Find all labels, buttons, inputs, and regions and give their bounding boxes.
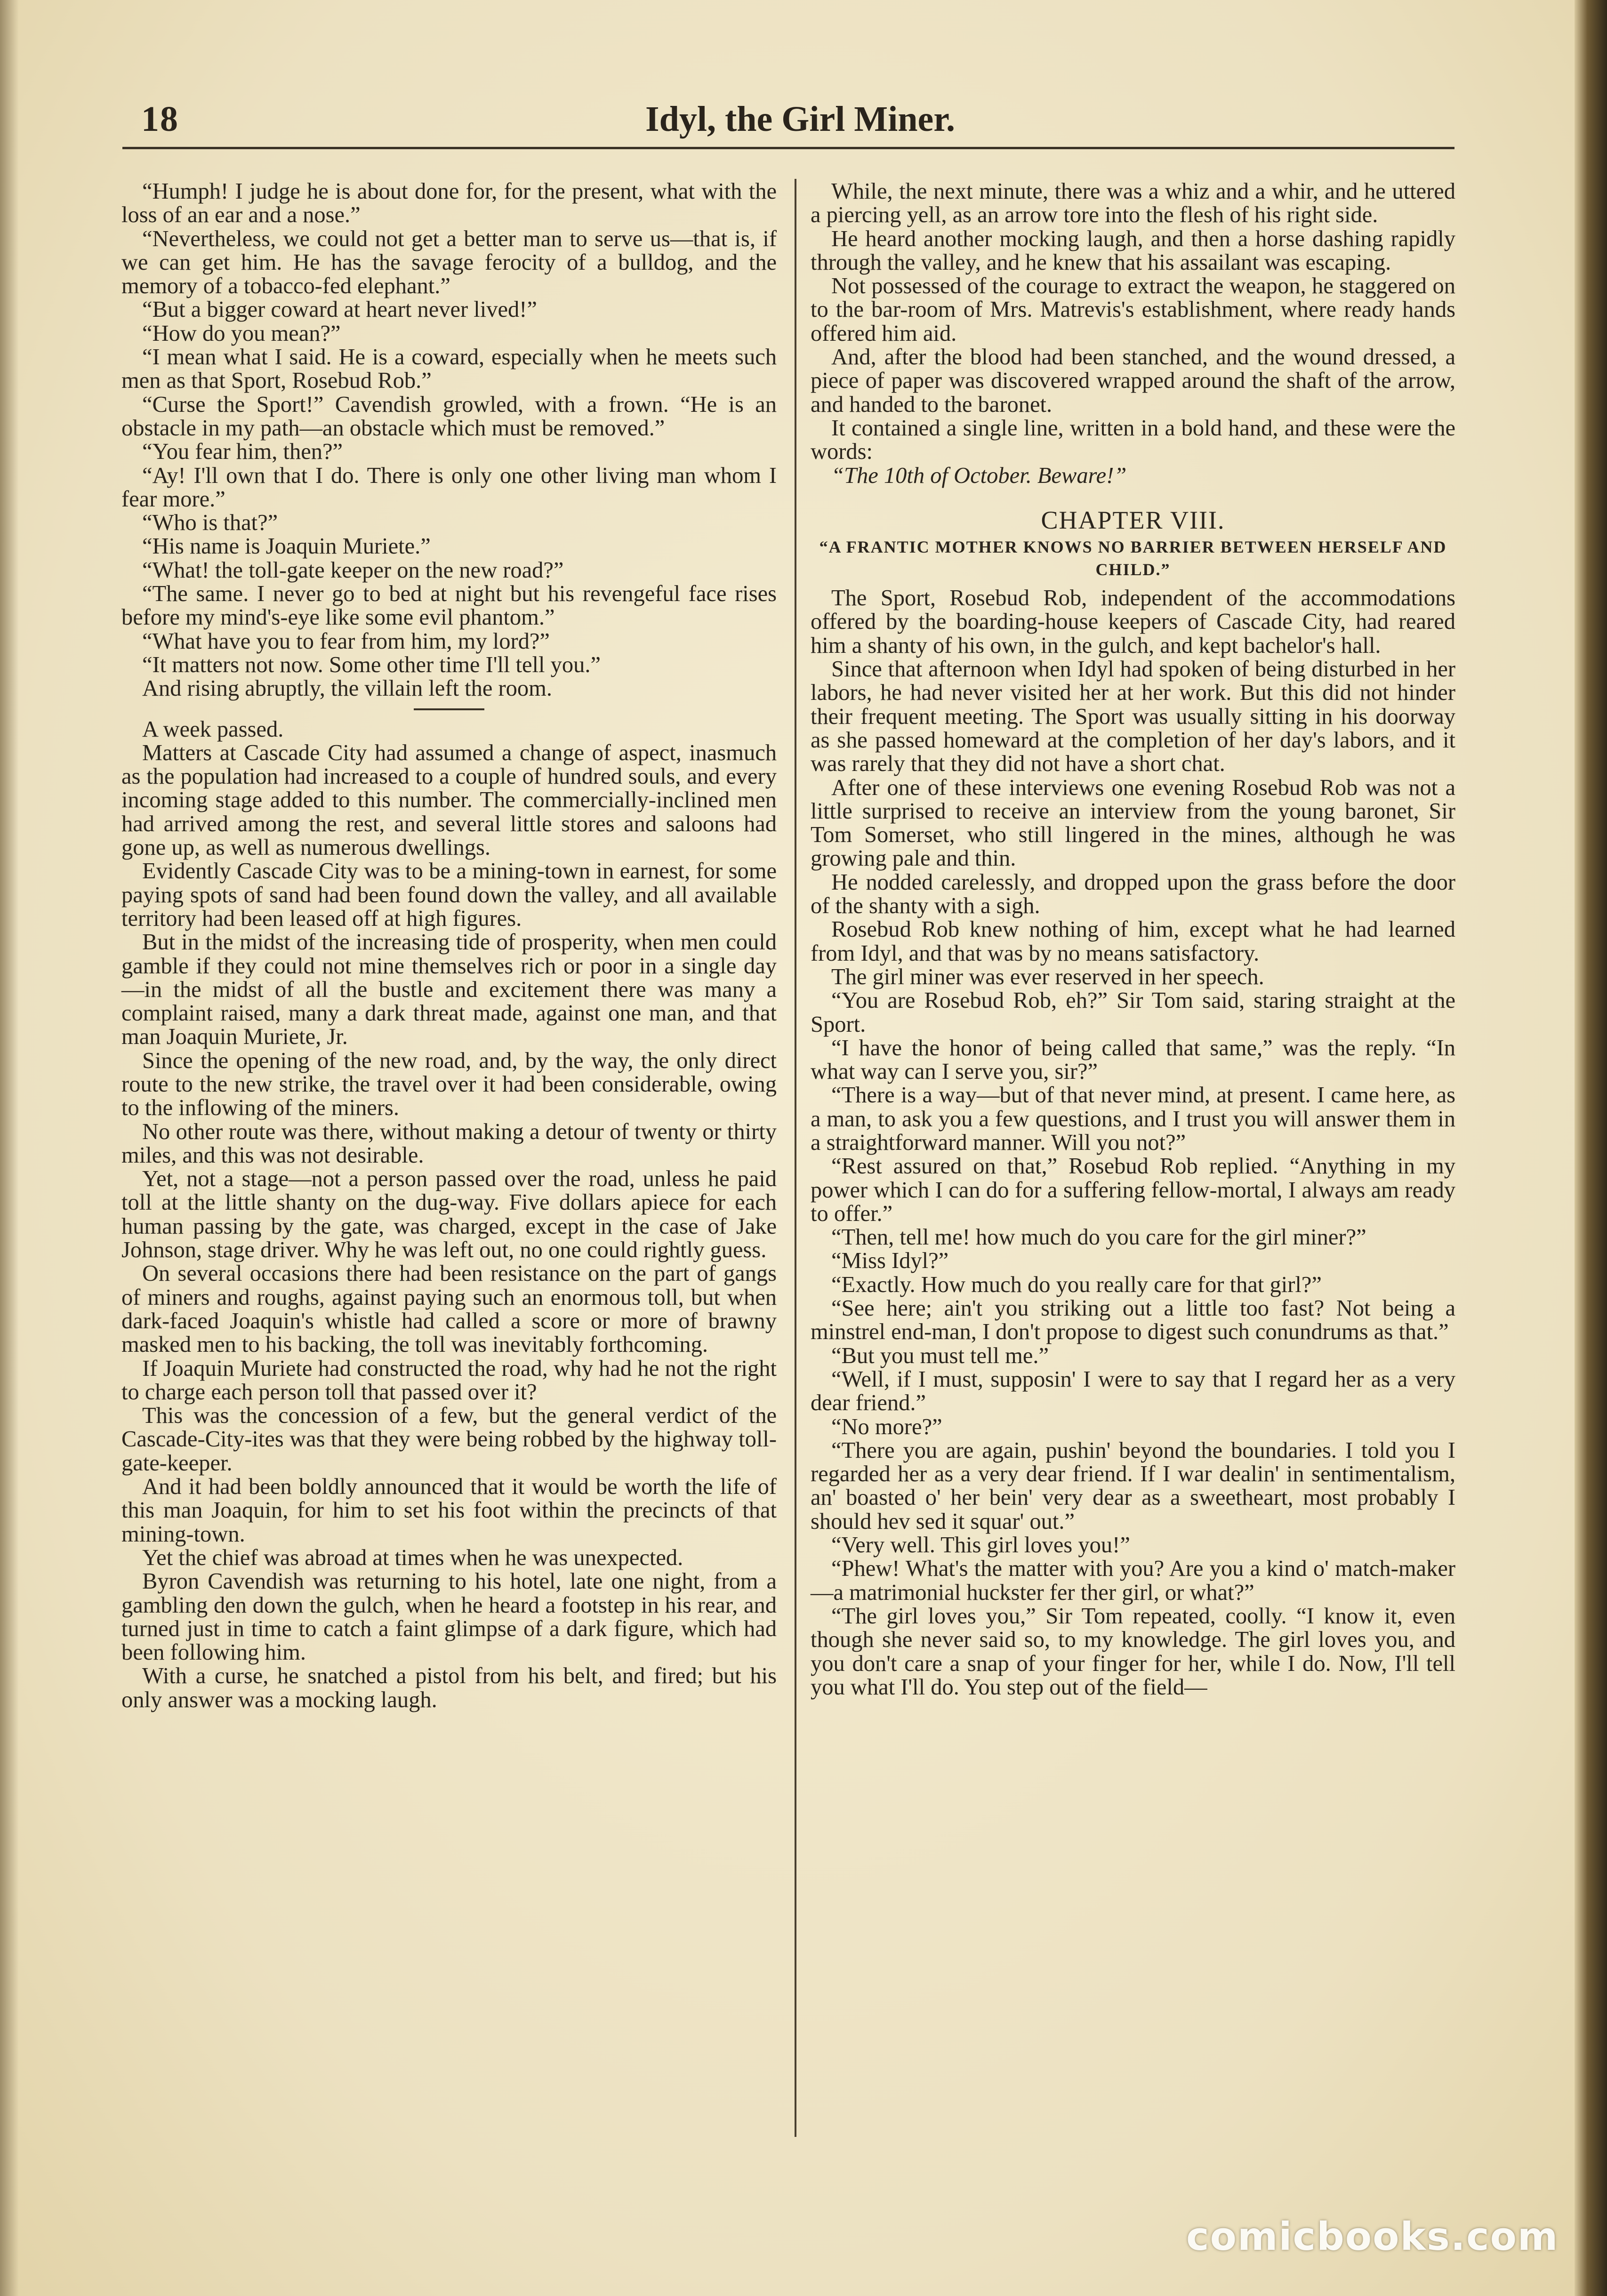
paragraph: Matters at Cascade City had assumed a change of aspect, inasmuch as the population had increased to a couple of hundred souls, and every incoming stage added to this number. The commercially-inclined men had arrived among the rest, and several little stores and saloons had gone up, as well as numerous dwellings. [121, 740, 777, 860]
chapter-subtitle: “A FRANTIC MOTHER KNOWS NO BARRIER BETWEEN HERSELF AND CHILD.” [819, 538, 1447, 579]
paragraph: “I have the honor of being called that same,” was the reply. “In what way can I serve you, sir?” [811, 1035, 1455, 1084]
header-rule [122, 147, 1454, 149]
paragraph: Evidently Cascade City was to be a mining-town in earnest, for some paying spots of sand had been found down the valley, and all available territory had been leased off at high figures. [121, 859, 777, 931]
paragraph: Since the opening of the new road, and, by the way, the only direct route to the new strike, the travel over it had been considerable, owing to the inflowing of the miners. [121, 1048, 777, 1121]
paragraph: With a curse, he snatched a pistol from his belt, and fired; but his only answer was a mocking laugh. [121, 1663, 777, 1712]
binding-edge [1575, 0, 1607, 2296]
paragraph: Yet, not a stage—not a person passed over the road, unless he paid toll at the little shanty on the dug-way. Five dollars apiece for each human passing by the gate, was charged, except in the case of Jake Johnson, stage driver. Why he was left out, no one could rightly guess. [121, 1166, 777, 1263]
paragraph: “What have you to fear from him, my lord?” [142, 628, 550, 654]
paragraph: “It matters not now. Some other time I'll tell you.” [142, 652, 601, 677]
paragraph: And it had been boldly announced that it would be worth the life of this man Joaquin, for him to set his foot within the precincts of that mining-town. [121, 1474, 777, 1547]
paragraph: “You fear him, then?” [142, 439, 343, 465]
paragraph: If Joaquin Muriete had constructed the road, why had he not the right to charge each person toll that passed over it? [121, 1356, 777, 1405]
paragraph: “There is a way—but of that never mind, at present. I came here, as a man, to ask you a few questions, and I trust you will answer them in a straightforward manner. Will you not?” [811, 1083, 1455, 1155]
column-divider [795, 179, 796, 2137]
page-edge-shadow [0, 0, 19, 2296]
paragraph: And, after the blood had been stanched, and the wound dressed, a piece of paper was discovered wrapped around the shaft of the arrow, and handed to the baronet. [811, 345, 1455, 417]
paragraph: A week passed. [142, 716, 284, 742]
paragraph: “Phew! What's the matter with you? Are you a kind o' match-maker—a matrimonial huckster fer ther girl, or what?” [811, 1556, 1455, 1605]
paragraph: “Very well. This girl loves you!” [831, 1533, 1130, 1558]
paragraph: “How do you mean?” [142, 321, 341, 346]
paragraph: “The same. I never go to bed at night but his revengeful face rises before my mind's-eye like some evil phantom.” [121, 581, 777, 630]
watermark: comicbooks.com [1186, 2215, 1559, 2259]
paragraph: “Curse the Sport!” Cavendish growled, with a frown. “He is an obstacle in my path—an obstacle which must be removed.” [121, 392, 777, 441]
paragraph: Not possessed of the courage to extract the weapon, he staggered on to the bar-room of Mrs. Matrevis's establishment, where ready hands offered him aid. [811, 273, 1455, 346]
paragraph: And rising abruptly, the villain left the room. [142, 676, 553, 701]
paragraph: It contained a single line, written in a bold hand, and these were the words: [811, 415, 1455, 465]
paragraph: “Who is that?” [142, 510, 278, 536]
paragraph: The girl miner was ever reserved in her speech. [831, 964, 1264, 989]
paragraph: Byron Cavendish was returning to his hotel, late one night, from a gambling den down the gulch, when he heard a footstep in his rear, and turned just in time to catch a faint glimpse of a dark figure, which had been following him. [121, 1569, 777, 1665]
paragraph: While, the next minute, there was a whiz and a whir, and he uttered a piercing yell, as an arrow tore into the flesh of his right side. [811, 179, 1455, 228]
section-break-rule [414, 708, 484, 710]
paragraph: “Ay! I'll own that I do. There is only one other living man whom I fear more.” [121, 463, 777, 512]
left-column [121, 180, 777, 1712]
running-title: Idyl, the Girl Miner. [645, 99, 955, 139]
paragraph: “I mean what I said. He is a coward, especially when he meets such men as that Sport, Rosebud Rob.” [121, 345, 777, 393]
paragraph: “What! the toll-gate keeper on the new road?” [142, 557, 564, 583]
paragraph: No other route was there, without making a detour of twenty or thirty miles, and this was not desirable. [121, 1119, 777, 1168]
paragraph: He heard another mocking laugh, and then a horse dashing rapidly through the valley, and he knew that his assailant was escaping. [811, 226, 1455, 275]
paragraph: “No more?” [831, 1414, 942, 1439]
paragraph: On several occasions there had been resistance on the part of gangs of miners and roughs, against paying such an enormous toll, but when dark-faced Joaquin's whistle had called a score or more of brawny masked men to his backing, the toll was inevitably forthcoming. [121, 1261, 777, 1357]
paragraph: “Miss Idyl?” [831, 1248, 949, 1274]
paragraph: Rosebud Rob knew nothing of him, except what he had learned from Idyl, and that was by no means satisfactory. [811, 917, 1455, 966]
paragraph: Yet the chief was abroad at times when he was unexpected. [142, 1545, 683, 1570]
paragraph: “Rest assured on that,” Rosebud Rob replied. “Anything in my power which I can do for a suffering fellow-mortal, I always am ready to offer.” [811, 1154, 1455, 1226]
paragraph: But in the midst of the increasing tide of prosperity, when men could gamble if they could not mine themselves rich or poor in a single day—in the midst of all the bustle and excitement there was many a complaint raised, many a dark threat made, against one man, and that man Joaquin Muriete, Jr. [121, 930, 777, 1050]
paragraph: “The girl loves you,” Sir Tom repeated, coolly. “I know it, even though she never said so, to my knowledge. The girl loves you, and you don't care a snap of your finger for her, while I do. Now, I'll tell you what I'll do. You step out of the field— [811, 1603, 1455, 1700]
paragraph: After one of these interviews one evening Rosebud Rob was not a little surprised to receive an interview from the young baronet, Sir Tom Somerset, who still lingered in the mines, although he was growing pale and thin. [811, 775, 1455, 871]
paragraph: The Sport, Rosebud Rob, independent of the accommodations offered by the boarding-house keepers of Cascade City, had reared him a shanty of his own, in the gulch, and kept bachelor's hall. [811, 586, 1455, 658]
paragraph: “Well, if I must, supposin' I were to say that I regard her as a very dear friend.” [811, 1366, 1455, 1416]
paragraph: “Then, tell me! how much do you care for the girl miner?” [831, 1225, 1366, 1250]
page-number: 18 [141, 99, 179, 139]
paragraph: “Exactly. How much do you really care for that girl?” [831, 1272, 1322, 1297]
paragraph: “There you are again, pushin' beyond the boundaries. I told you I regarded her as a very dear friend. If I war dealin' in sentimentalism, an' boasted o' her bein' very dear as a sweetheart, most probably I should hev sed it squar' out.” [811, 1437, 1455, 1534]
paragraph: “See here; ain't you striking out a little too fast? Not being a minstrel end-man, I don't propose to digest such conundrums as that.” [811, 1296, 1455, 1345]
paragraph: He nodded carelessly, and dropped upon the grass before the door of the shanty with a sigh. [811, 869, 1455, 919]
paragraph: Since that afternoon when Idyl had spoken of being disturbed in her labors, he had never visited her at her work. But this did not hinder their frequent meeting. The Sport was usually sitting in his doorway as she passed homeward at the completion of her day's labors, and it was rarely that they did not have a short chat. [811, 657, 1455, 777]
paragraph: “Humph! I judge he is about done for, for the present, what with the loss of an ear and a nose.” [121, 179, 777, 228]
arrow-note-quote: “The 10th of October. Beware!” [831, 463, 1127, 488]
paragraph: “You are Rosebud Rob, eh?” Sir Tom said, staring straight at the Sport. [811, 988, 1455, 1037]
page-header [141, 99, 1459, 165]
paragraph: “His name is Joaquin Muriete.” [142, 534, 431, 559]
chapter-title: CHAPTER VIII. [1041, 506, 1225, 534]
right-column [811, 180, 1455, 1699]
paragraph: “But you must tell me.” [831, 1343, 1049, 1368]
paragraph: “But a bigger coward at heart never lived!” [142, 297, 537, 322]
paragraph: “Nevertheless, we could not get a better man to serve us—that is, if we can get him. He has the savage ferocity of a bulldog, and the memory of a tobacco-fed elephant.” [121, 226, 777, 299]
paragraph: This was the concession of a few, but the general verdict of the Cascade-City-ites was that they were being robbed by the highway toll-gate-keeper. [121, 1403, 777, 1476]
